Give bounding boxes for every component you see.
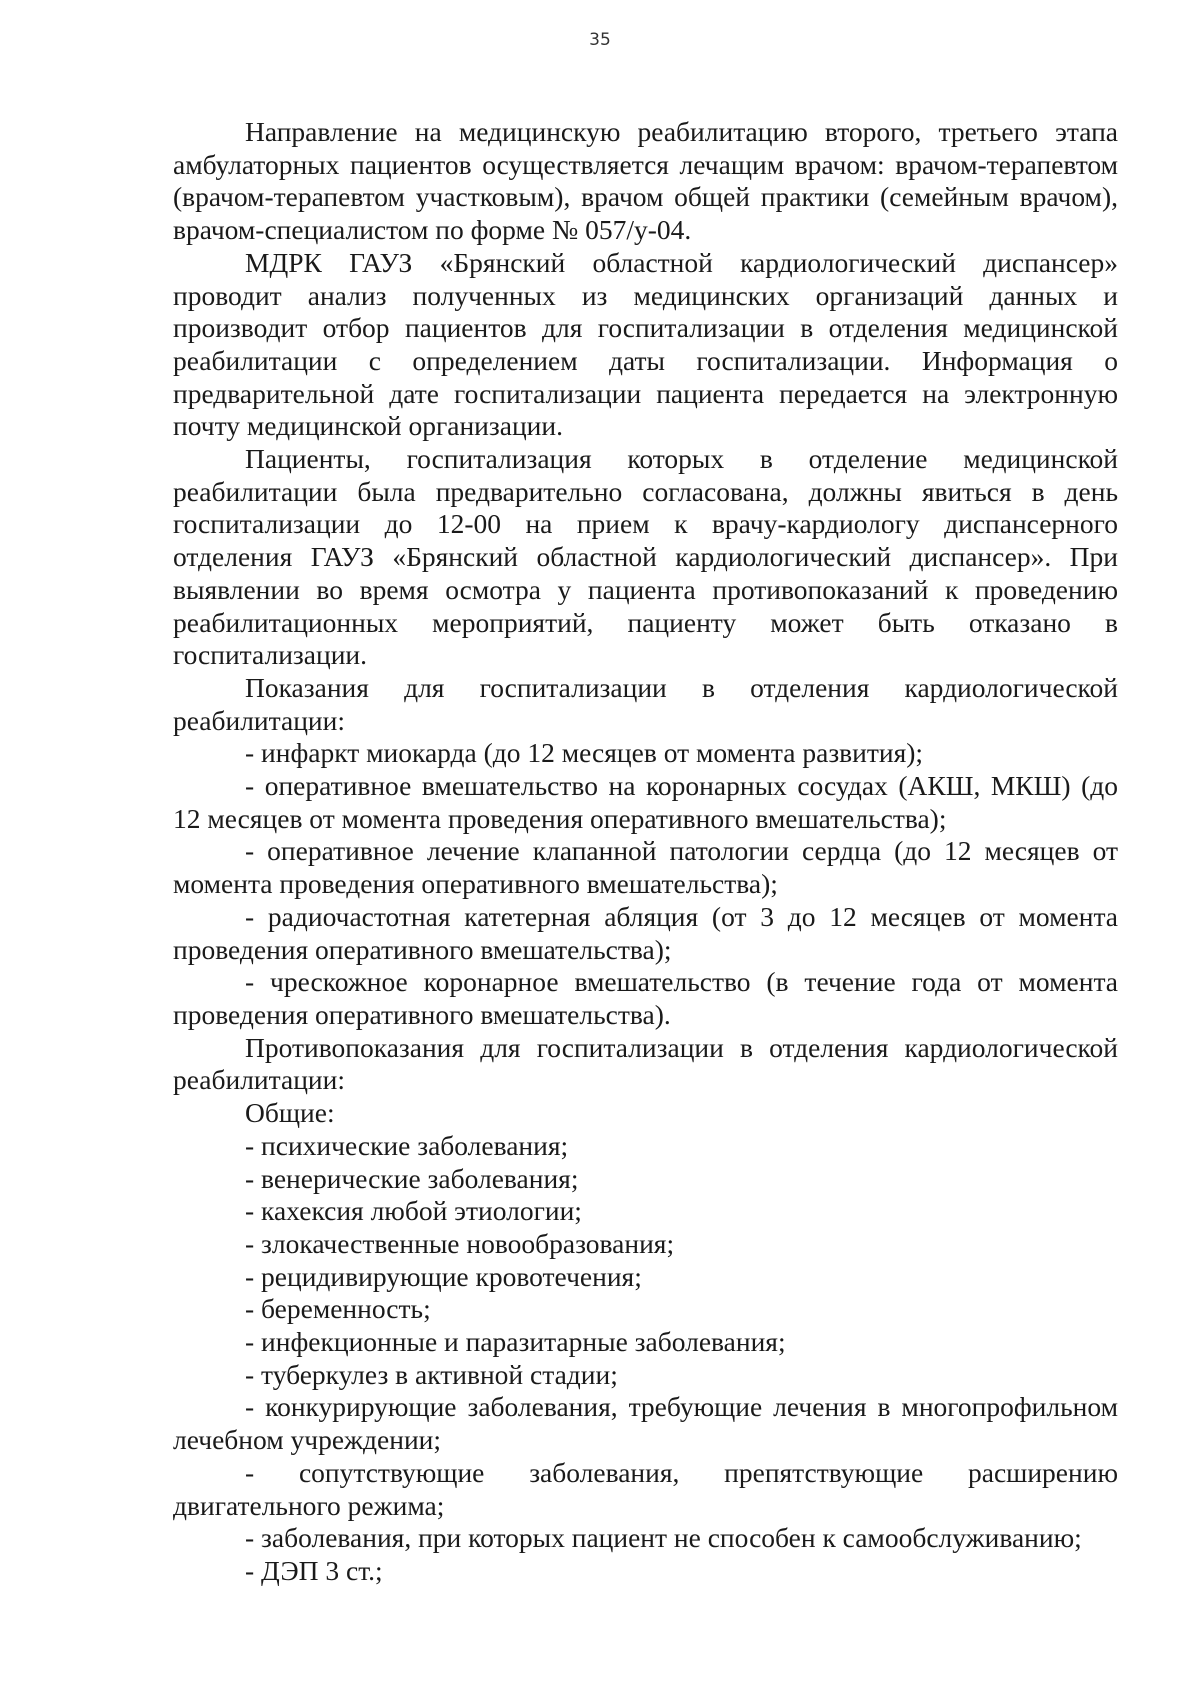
list-item: - ДЭП 3 ст.; xyxy=(245,1554,383,1586)
list-item: - инфаркт миокарда (до 12 месяцев от момента развития); xyxy=(245,737,924,769)
list-item: - инфекционные и паразитарные заболевания; xyxy=(245,1326,786,1358)
indications-heading: Показания для госпитализации в отделения кардиологической реабилитации: xyxy=(173,671,1118,736)
list-item: - заболевания, при которых пациент не способен к самообслуживанию; xyxy=(245,1522,1082,1554)
list-item: - злокачественные новообразования; xyxy=(245,1227,675,1259)
page-number: 35 xyxy=(589,30,611,50)
paragraph-patient-arrival: Пациенты, госпитализация которых в отделение медицинской реабилитации была предварительно согласована, должны явиться в день госпитализации до 12-00 на прием к врачу-кардиологу диспансерного отделения ГАУЗ «Брянский областной кардиологический диспансер». При выявлении во время осмотра у пациента противопоказаний к проведению реабилитационных мероприятий, пациенту может быть отказано в госпитализации. xyxy=(173,443,1118,671)
list-item: - оперативное лечение клапанной патологии сердца (до 12 месяцев от момента проведения оперативного вмешательства); xyxy=(173,835,1118,900)
paragraph-referral: Направление на медицинскую реабилитацию второго, третьего этапа амбулаторных пациентов осуществляется лечащим врачом: врачом-терапевтом (врачом-терапевтом участковым), врачом общей практики (семейным врачом), врачом-специалистом по форме № 057/у-04. xyxy=(173,116,1118,246)
list-item: - туберкулез в активной стадии; xyxy=(245,1358,618,1390)
list-item: - конкурирующие заболевания, требующие лечения в многопрофильном лечебном учреждении; xyxy=(173,1391,1118,1456)
document-body xyxy=(173,116,1118,1588)
paragraph-mdrk-selection: МДРК ГАУЗ «Брянский областной кардиологический диспансер» проводит анализ полученных из медицинских организаций данных и производит отбор пациентов для госпитализации в отделения медицинской реабилитации с определением даты госпитализации. Информация о предварительной дате госпитализации пациента передается на электронную почту медицинской организации. xyxy=(173,246,1118,442)
list-item: - оперативное вмешательство на коронарных сосудах (АКШ, МКШ) (до 12 месяцев от момента проведения оперативного вмешательства); xyxy=(173,770,1118,834)
list-item: - беременность; xyxy=(245,1293,431,1325)
general-subheading: Общие: xyxy=(245,1097,335,1129)
list-item: - сопутствующие заболевания, препятствующие расширению двигательного режима; xyxy=(173,1456,1118,1521)
contraindications-heading: Противопоказания для госпитализации в отделения кардиологической реабилитации: xyxy=(173,1031,1118,1096)
list-item: - рецидивирующие кровотечения; xyxy=(245,1260,642,1292)
list-item: - венерические заболевания; xyxy=(245,1162,579,1194)
list-item: - психические заболевания; xyxy=(245,1129,569,1161)
list-item: - чрескожное коронарное вмешательство (в течение года от момента проведения оперативного вмешательства). xyxy=(173,966,1118,1030)
list-item: - кахексия любой этиологии; xyxy=(245,1195,582,1227)
list-item: - радиочастотная катетерная абляция (от 3 до 12 месяцев от момента проведения оперативного вмешательства); xyxy=(173,900,1118,965)
